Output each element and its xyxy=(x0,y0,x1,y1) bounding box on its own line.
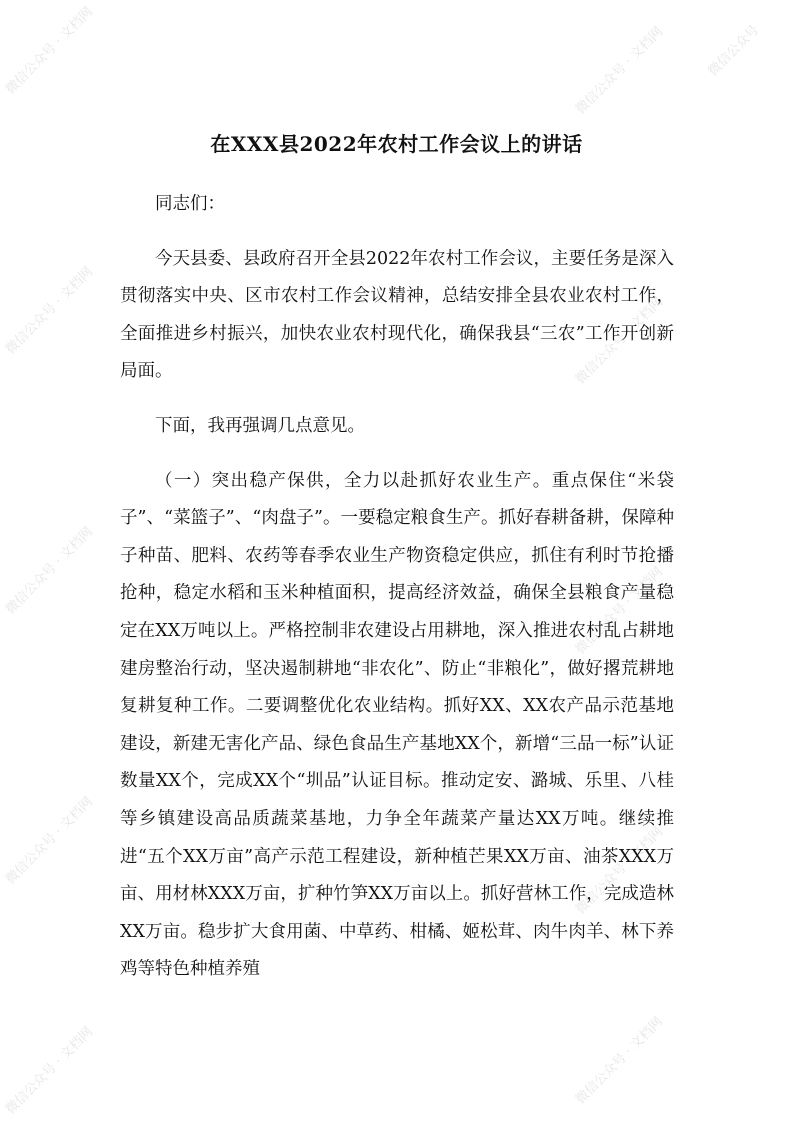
greeting: 同志们： xyxy=(155,194,225,214)
watermark: 微信公众号 · 文档网 xyxy=(3,264,97,358)
document-body xyxy=(120,186,674,989)
watermark: 微信公众号 · 文档网 xyxy=(3,524,97,618)
watermark: 微信公众号 · 文档网 xyxy=(573,564,667,658)
page-title: 在XXX县2022年农村工作会议上的讲话 xyxy=(210,132,583,156)
paragraph-transition: 下面，我再强调几点意见。 xyxy=(155,415,365,436)
paragraph-intro: 今天县委、县政府召开全县2022年农村工作会议，主要任务是深入贯彻落实中央、区市农村工作会议精神，总结安排全县农业农村工作，全面推进乡村振兴，加快农业农村现代化，确保我县“三农”工作开创新局面。 xyxy=(120,248,674,382)
watermark: 微信公众号 · 文档网 xyxy=(3,794,97,888)
watermark: 微信公众号 · 文档网 xyxy=(3,4,97,98)
watermark: 微信公众号 · 文档网 xyxy=(573,824,667,918)
watermark: 微信公众号 · 文档网 xyxy=(3,1024,97,1118)
watermark: 微信公众号 · 文档网 xyxy=(573,294,667,388)
watermark: 微信公众号 xyxy=(705,22,763,80)
watermark: 微信公众号 · 文档网 xyxy=(573,1014,667,1108)
paragraph-section-one: （一）突出稳产保供，全力以赴抓好农业生产。重点保住“米袋子”、“菜篮子”、“肉盘子”。一要稳定粮食生产。抓好春耕备耕，保障种子种苗、肥料、农药等春季农业生产物资稳定供应，抓住有利时节抢播抢种，稳定水稻和玉米种植面积，提高经济效益，确保全县粮食产量稳定在XX万吨以上。严格控制非农建设占用耕地，深入推进农村乱占耕地建房整治行动，坚决遏制耕地“非农化”、防止“非粮化”，做好撂荒耕地复耕复种工作。二要调整优化农业结构。抓好XX、XX农产品示范基地建设，新建无害化产品、绿色食品生产基地XX个，新增“三品一标”认证数量XX个，完成XX个“圳品”认证目标。推动定安、潞城、乐里、八桂等乡镇建设高品质蔬菜基地，力争全年蔬菜产量达XX万吨。继续推进“五个XX万亩”高产示范工程建设，新种植芒果XX万亩、油茶XXX万亩、用材林XXX万亩，扩种竹笋XX万亩以上。抓好营林工作，完成造林XX万亩。稳步扩大食用菌、中草药、柑橘、姬松茸、肉牛肉羊、林下养鸡等特色种植养殖 xyxy=(120,470,674,980)
watermark: 微信公众号 · 文档网 xyxy=(573,24,667,118)
